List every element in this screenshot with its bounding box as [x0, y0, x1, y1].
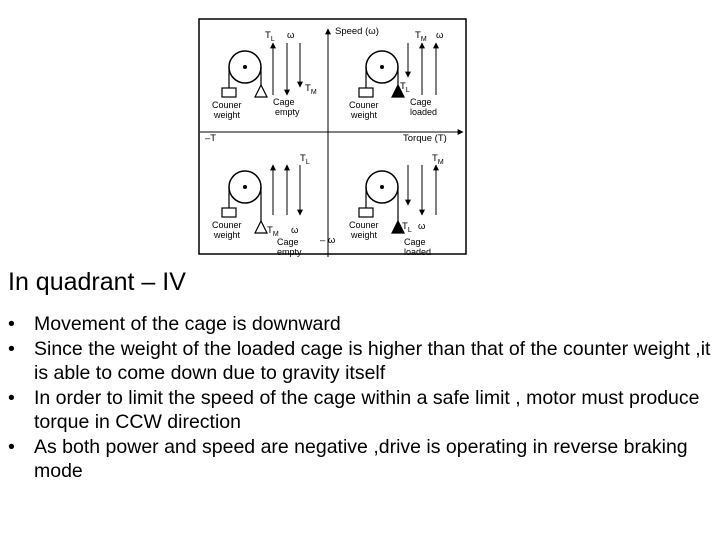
counter-weight-label-2: weight	[351, 230, 378, 240]
counter-weight-label-2: weight	[351, 110, 378, 120]
bullet-icon: •	[8, 313, 15, 335]
tm-label: $T_M$	[432, 153, 444, 166]
cage-label: Cage	[404, 237, 426, 247]
bullet-item	[8, 337, 718, 386]
neg-speed-axis-label: – ω	[320, 235, 336, 246]
cage-label-2: empty	[275, 107, 300, 117]
cage-label: Cage	[277, 237, 299, 247]
pulley-hub	[380, 185, 384, 189]
counter-weight-box	[359, 88, 373, 97]
cage-label-2: loaded	[404, 247, 432, 257]
omega-label: ω	[291, 225, 299, 236]
cage-label-2: loaded	[410, 107, 438, 117]
quadrant-1	[349, 30, 444, 120]
tm-label: $T_M$	[305, 83, 317, 96]
cage-label-2: empty	[277, 247, 302, 257]
cage-triangle	[255, 85, 267, 97]
cage-triangle	[255, 221, 267, 233]
tl-label: $T_L$	[402, 221, 412, 234]
tm-label: $T_M$	[267, 225, 279, 238]
pulley-hub	[380, 65, 384, 69]
pulley-hub	[243, 65, 247, 69]
speed-axis-label: Speed (ω)	[335, 26, 379, 37]
counter-weight-box	[222, 208, 236, 217]
counter-weight-label: Couner	[349, 100, 379, 110]
tm-label: $T_M$	[415, 30, 427, 43]
bullet-text: Movement of the cage is downward	[34, 313, 341, 335]
counter-weight-label: Couner	[212, 220, 242, 230]
counter-weight-label-2: weight	[214, 230, 241, 240]
bullet-item	[8, 312, 718, 337]
four-quadrant-hoist-diagram	[195, 15, 475, 260]
bullet-item	[8, 435, 718, 484]
counter-weight-box	[222, 88, 236, 97]
quadrant-4	[349, 153, 444, 257]
torque-axis-label: Torque (T)	[403, 133, 447, 144]
omega-label: ω	[287, 30, 295, 41]
bullet-icon: •	[8, 435, 15, 458]
bullet-text: As both power and speed are negative ,drive is operating in reverse braking mode	[34, 435, 688, 482]
omega-label: ω	[436, 30, 444, 41]
slide-heading: In quadrant – IV	[8, 268, 186, 296]
bullet-icon: •	[8, 386, 15, 409]
pulley-hub	[243, 185, 247, 189]
quadrant-2	[212, 30, 317, 120]
bullet-text: In order to limit the speed of the cage within a safe limit , motor must produce torque in CCW direction	[34, 386, 700, 433]
omega-label: ω	[418, 221, 426, 232]
bullet-text: Since the weight of the loaded cage is higher than that of the counter weight ,it is able to come down due to gravity itself	[34, 337, 711, 384]
quadrant-3	[212, 153, 310, 257]
counter-weight-label-2: weight	[214, 110, 241, 120]
tl-label: $T_L$	[265, 30, 275, 43]
counter-weight-box	[359, 208, 373, 217]
bullet-icon: •	[8, 337, 15, 360]
counter-weight-label: Couner	[212, 100, 242, 110]
bullet-list	[8, 312, 718, 484]
cage-label: Cage	[273, 97, 295, 107]
cage-label: Cage	[410, 97, 432, 107]
neg-torque-axis-label: –T	[205, 133, 217, 144]
tl-label: $T_L$	[300, 153, 310, 166]
bullet-item	[8, 386, 718, 435]
counter-weight-label: Couner	[349, 220, 379, 230]
tl-label: $T_L$	[400, 81, 410, 94]
